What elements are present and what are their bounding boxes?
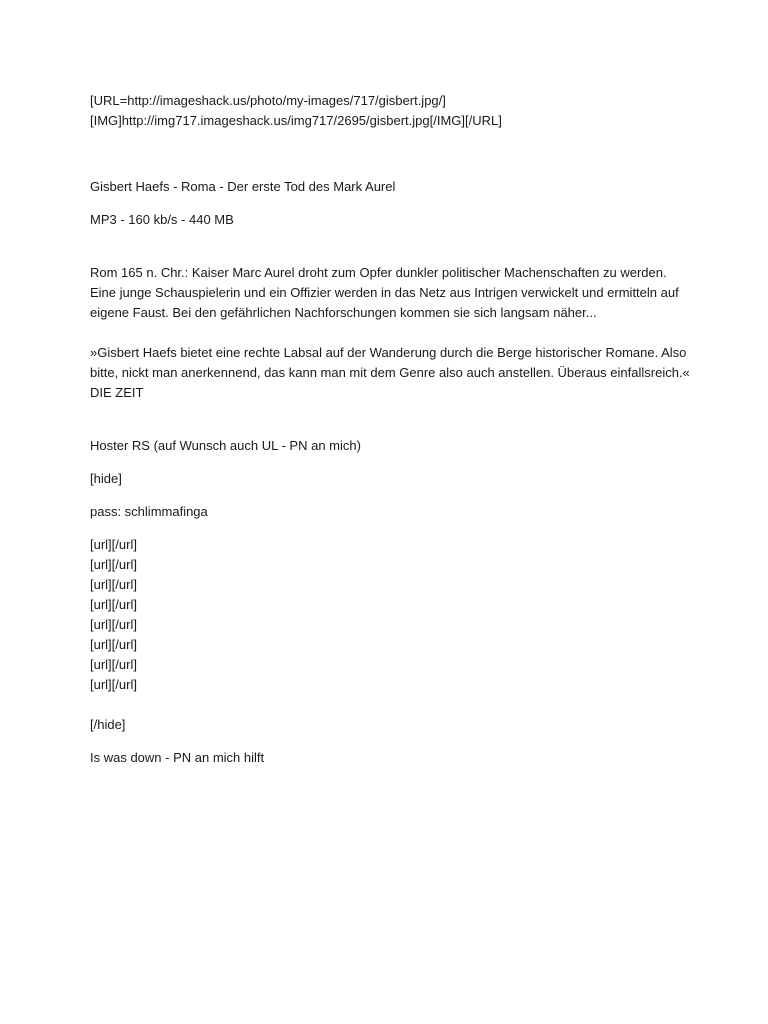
header-link-text: [URL=http://imageshack.us/photo/my-images/717/gisbert.jpg/][IMG]http://img717.imageshack.us/img717/2695/gisbert.jpg[/IMG][/URL] — [90, 93, 502, 128]
password-line: pass: schlimmafinga — [90, 504, 208, 519]
document-title: Gisbert Haefs - Roma - Der erste Tod des Mark Aurel — [90, 179, 396, 194]
url-item: [url][/url] — [90, 597, 137, 612]
hoster-info: Hoster RS (auf Wunsch auch UL - PN an mich) — [90, 438, 361, 453]
url-item: [url][/url] — [90, 537, 137, 552]
footer-note: Is was down - PN an mich hilft — [90, 750, 265, 765]
quote-source: DIE ZEIT — [90, 385, 144, 400]
url-item: [url][/url] — [90, 577, 137, 592]
url-item: [url][/url] — [90, 637, 137, 652]
url-item: [url][/url] — [90, 677, 137, 692]
url-item: [url][/url] — [90, 657, 137, 672]
url-item: [url][/url] — [90, 617, 137, 632]
url-list — [90, 535, 690, 695]
url-item: [url][/url] — [90, 557, 137, 572]
description-paragraph: Rom 165 n. Chr.: Kaiser Marc Aurel droht zum Opfer dunkler politischer Machenschaften zu werden. Eine junge Schauspielerin und ein Offizier werden in das Netz aus Intrigen verwickelt und ermitteln auf eigene Faust. Bei den gefährlichen Nachforschungen kommen sie sich langsam näher... — [90, 265, 683, 320]
quote-paragraph: »Gisbert Haefs bietet eine rechte Labsal auf der Wanderung durch die Berge historischer Romane. Also bitte, nickt man anerkennend, das kann man mit dem Genre also auch anstellen. Überaus einfallsreich.« — [90, 345, 691, 380]
document-page — [90, 91, 690, 768]
format-info: MP3 - 160 kb/s - 440 MB — [90, 212, 234, 227]
hide-close-tag: [/hide] — [90, 717, 126, 732]
hide-open-tag: [hide] — [90, 471, 122, 486]
